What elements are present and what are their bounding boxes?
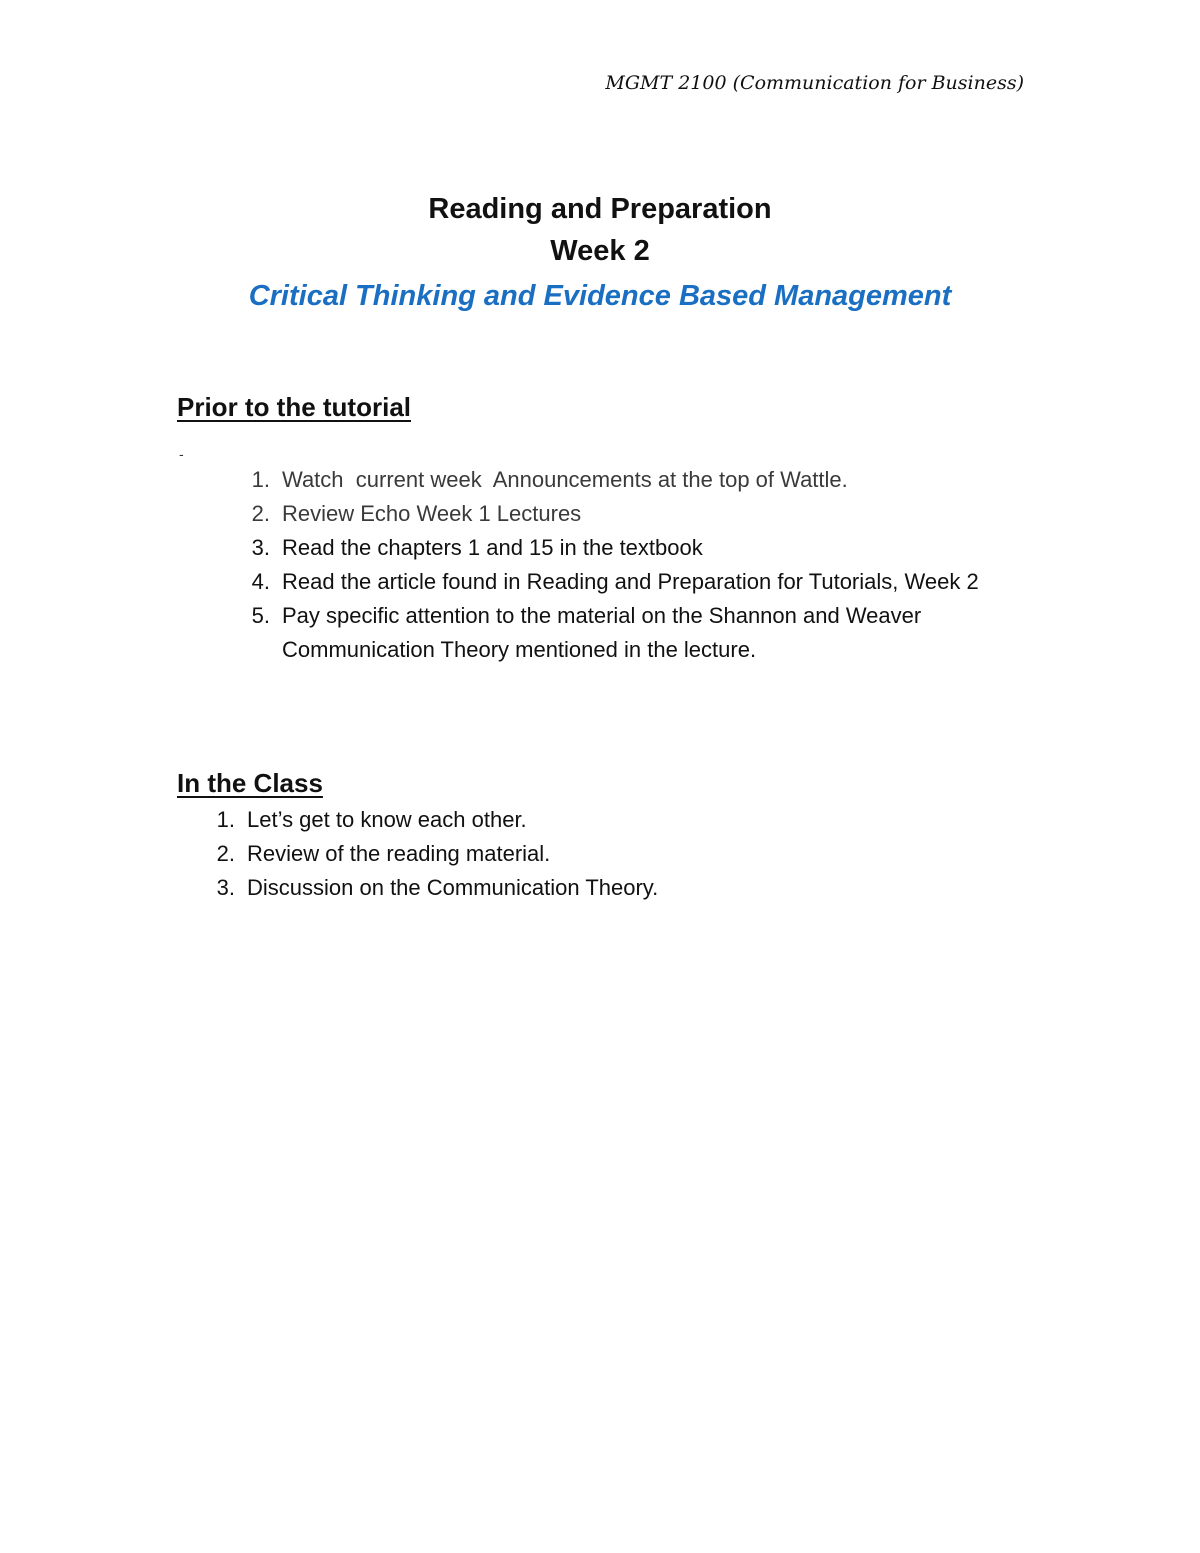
- list-text: Read the chapters 1 and 15 in the textbook: [282, 535, 703, 560]
- prior-list: [240, 463, 1040, 667]
- in-class-heading: In the Class: [177, 768, 323, 798]
- list-number: 1.: [251, 467, 270, 492]
- list-number: 2.: [216, 841, 235, 866]
- prior-heading: Prior to the tutorial: [177, 392, 411, 422]
- course-header: MGMT 2100 (Communication for Business): [605, 72, 1024, 94]
- list-item: [240, 497, 1040, 531]
- list-item: [240, 531, 1040, 565]
- list-item: [205, 803, 1005, 837]
- list-number: 5.: [251, 603, 270, 628]
- list-number: 4.: [251, 569, 270, 594]
- list-text: Let’s get to know each other.: [247, 807, 527, 832]
- stray-mark: -: [179, 446, 184, 462]
- list-text: Review Echo Week 1 Lectures: [282, 501, 582, 526]
- list-text: Watch current week Announcements at the top of Wattle.: [282, 467, 848, 492]
- list-number: 2.: [251, 501, 270, 526]
- list-number: 1.: [216, 807, 235, 832]
- list-text: Review of the reading material.: [247, 841, 551, 866]
- document-title: Reading and Preparation: [428, 193, 772, 225]
- list-text: Pay specific attention to the material on the Shannon and Weaver Communication Theory mentioned in the lecture.: [282, 603, 922, 662]
- list-item: [240, 463, 1040, 497]
- list-item: [240, 599, 1040, 667]
- topic-subtitle: Critical Thinking and Evidence Based Management: [248, 280, 952, 312]
- list-item: [240, 565, 1040, 599]
- list-number: 3.: [251, 535, 270, 560]
- title-block: [0, 188, 1200, 318]
- week-label: Week 2: [550, 235, 650, 267]
- list-item: [205, 871, 1005, 905]
- list-item: [205, 837, 1005, 871]
- list-text: Read the article found in Reading and Preparation for Tutorials, Week 2: [282, 569, 979, 594]
- in-class-list: [205, 803, 1005, 905]
- list-number: 3.: [216, 875, 235, 900]
- list-text: Discussion on the Communication Theory.: [247, 875, 659, 900]
